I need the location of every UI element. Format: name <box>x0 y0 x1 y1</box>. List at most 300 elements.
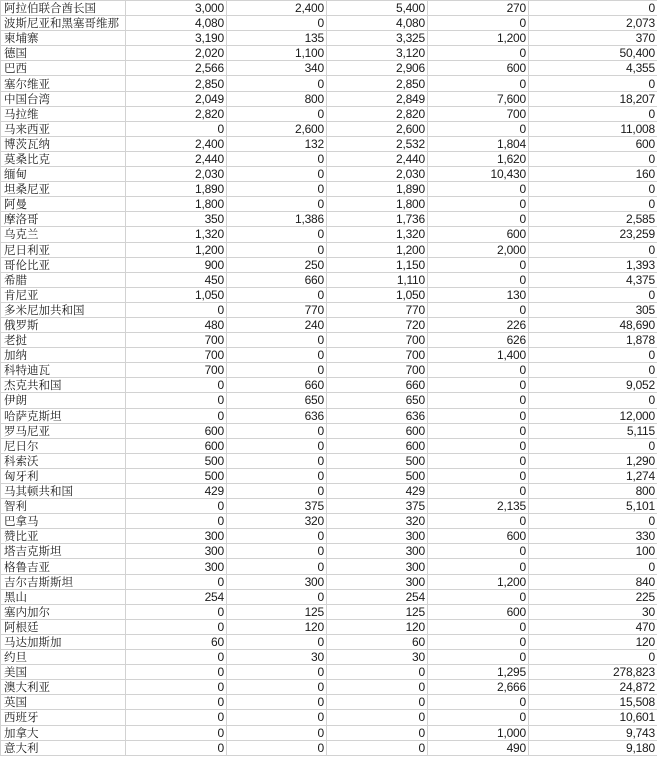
country-cell: 缅甸 <box>1 167 126 182</box>
value-cell: 600 <box>428 227 529 242</box>
value-cell: 2,566 <box>126 61 227 76</box>
country-cell: 黑山 <box>1 589 126 604</box>
value-cell: 12,000 <box>529 408 657 423</box>
country-cell: 肯尼亚 <box>1 287 126 302</box>
table-row <box>1 197 657 212</box>
table-row <box>1 529 657 544</box>
country-cell: 马达加斯加 <box>1 634 126 649</box>
value-cell: 0 <box>327 680 428 695</box>
country-cell: 多米尼加共和国 <box>1 302 126 317</box>
value-cell: 10,601 <box>529 710 657 725</box>
value-cell: 0 <box>428 393 529 408</box>
value-cell: 2,666 <box>428 680 529 695</box>
country-cell: 加拿大 <box>1 725 126 740</box>
value-cell: 900 <box>126 257 227 272</box>
value-cell: 1,150 <box>327 257 428 272</box>
country-cell: 塞内加尔 <box>1 604 126 619</box>
value-cell: 0 <box>327 740 428 755</box>
value-cell: 0 <box>227 695 327 710</box>
value-cell: 1,200 <box>428 574 529 589</box>
table-row <box>1 619 657 634</box>
value-cell: 1,386 <box>227 212 327 227</box>
value-cell: 125 <box>227 604 327 619</box>
table-row <box>1 136 657 151</box>
value-cell: 1,393 <box>529 257 657 272</box>
value-cell: 0 <box>227 182 327 197</box>
table-row <box>1 589 657 604</box>
value-cell: 300 <box>227 574 327 589</box>
country-cell: 阿曼 <box>1 197 126 212</box>
value-cell: 1,736 <box>327 212 428 227</box>
value-cell: 0 <box>428 438 529 453</box>
value-cell: 0 <box>428 484 529 499</box>
value-cell: 660 <box>227 272 327 287</box>
value-cell: 770 <box>227 302 327 317</box>
table-row <box>1 408 657 423</box>
table-row <box>1 348 657 363</box>
value-cell: 130 <box>428 287 529 302</box>
country-cell: 巴拿马 <box>1 514 126 529</box>
value-cell: 0 <box>126 121 227 136</box>
table-row <box>1 574 657 589</box>
value-cell: 375 <box>227 499 327 514</box>
value-cell: 226 <box>428 317 529 332</box>
value-cell: 0 <box>529 559 657 574</box>
table-row <box>1 151 657 166</box>
value-cell: 0 <box>227 287 327 302</box>
value-cell: 132 <box>227 136 327 151</box>
value-cell: 0 <box>428 272 529 287</box>
value-cell: 500 <box>126 468 227 483</box>
value-cell: 0 <box>227 710 327 725</box>
value-cell: 0 <box>126 680 227 695</box>
table-row <box>1 544 657 559</box>
table-row <box>1 559 657 574</box>
value-cell: 3,325 <box>327 31 428 46</box>
country-cell: 科索沃 <box>1 453 126 468</box>
table-row <box>1 242 657 257</box>
value-cell: 24,872 <box>529 680 657 695</box>
value-cell: 135 <box>227 31 327 46</box>
value-cell: 0 <box>428 695 529 710</box>
value-cell: 2,820 <box>327 106 428 121</box>
value-cell: 0 <box>428 408 529 423</box>
value-cell: 0 <box>428 650 529 665</box>
value-cell: 18,207 <box>529 91 657 106</box>
value-cell: 320 <box>227 514 327 529</box>
value-cell: 0 <box>428 544 529 559</box>
value-cell: 1,320 <box>126 227 227 242</box>
country-cell: 博茨瓦纳 <box>1 136 126 151</box>
value-cell: 300 <box>126 529 227 544</box>
table-row <box>1 453 657 468</box>
value-cell: 5,101 <box>529 499 657 514</box>
value-cell: 375 <box>327 499 428 514</box>
value-cell: 1,620 <box>428 151 529 166</box>
value-cell: 0 <box>428 257 529 272</box>
value-cell: 7,600 <box>428 91 529 106</box>
value-cell: 700 <box>126 333 227 348</box>
value-cell: 0 <box>227 76 327 91</box>
value-cell: 429 <box>126 484 227 499</box>
value-cell: 4,080 <box>327 16 428 31</box>
value-cell: 0 <box>227 242 327 257</box>
value-cell: 600 <box>327 423 428 438</box>
value-cell: 2,030 <box>126 167 227 182</box>
country-cell: 美国 <box>1 665 126 680</box>
country-cell: 柬埔寨 <box>1 31 126 46</box>
value-cell: 1,878 <box>529 333 657 348</box>
value-cell: 2,820 <box>126 106 227 121</box>
value-cell: 0 <box>227 665 327 680</box>
value-cell: 1,800 <box>327 197 428 212</box>
table-row <box>1 604 657 619</box>
value-cell: 700 <box>126 363 227 378</box>
value-cell: 0 <box>227 16 327 31</box>
value-cell: 125 <box>327 604 428 619</box>
value-cell: 0 <box>227 363 327 378</box>
country-cell: 约旦 <box>1 650 126 665</box>
country-cell: 伊朗 <box>1 393 126 408</box>
value-cell: 0 <box>428 121 529 136</box>
country-cell: 老挝 <box>1 333 126 348</box>
country-cell: 波斯尼亚和黑塞哥维那 <box>1 16 126 31</box>
table-row <box>1 695 657 710</box>
value-cell: 60 <box>126 634 227 649</box>
value-cell: 1,050 <box>126 287 227 302</box>
value-cell: 2,000 <box>428 242 529 257</box>
value-cell: 60 <box>327 634 428 649</box>
country-cell: 哈萨克斯坦 <box>1 408 126 423</box>
table-row <box>1 257 657 272</box>
value-cell: 0 <box>126 695 227 710</box>
table-row <box>1 302 657 317</box>
value-cell: 23,259 <box>529 227 657 242</box>
value-cell: 0 <box>428 634 529 649</box>
value-cell: 0 <box>227 227 327 242</box>
value-cell: 600 <box>428 61 529 76</box>
country-cell: 英国 <box>1 695 126 710</box>
table-row <box>1 76 657 91</box>
table-row <box>1 634 657 649</box>
country-cell: 中国台湾 <box>1 91 126 106</box>
value-cell: 300 <box>327 574 428 589</box>
value-cell: 1,000 <box>428 725 529 740</box>
value-cell: 0 <box>126 499 227 514</box>
value-cell: 600 <box>126 423 227 438</box>
country-cell: 尼日尔 <box>1 438 126 453</box>
value-cell: 320 <box>327 514 428 529</box>
value-cell: 0 <box>529 650 657 665</box>
country-cell: 赞比亚 <box>1 529 126 544</box>
table-row <box>1 710 657 725</box>
value-cell: 3,120 <box>327 46 428 61</box>
table-row <box>1 468 657 483</box>
value-cell: 0 <box>227 333 327 348</box>
value-cell: 1,890 <box>126 182 227 197</box>
country-cell: 阿拉伯联合酋长国 <box>1 1 126 16</box>
country-cell: 意大利 <box>1 740 126 755</box>
value-cell: 0 <box>428 423 529 438</box>
value-cell: 600 <box>428 604 529 619</box>
country-cell: 加纳 <box>1 348 126 363</box>
value-cell: 0 <box>227 468 327 483</box>
value-cell: 800 <box>529 484 657 499</box>
country-cell: 坦桑尼亚 <box>1 182 126 197</box>
value-cell: 0 <box>529 106 657 121</box>
country-cell: 马来西亚 <box>1 121 126 136</box>
value-cell: 1,890 <box>327 182 428 197</box>
value-cell: 340 <box>227 61 327 76</box>
value-cell: 0 <box>529 197 657 212</box>
value-cell: 0 <box>126 378 227 393</box>
value-cell: 0 <box>327 725 428 740</box>
value-cell: 11,008 <box>529 121 657 136</box>
country-cell: 科特迪瓦 <box>1 363 126 378</box>
value-cell: 650 <box>327 393 428 408</box>
country-cell: 阿根廷 <box>1 619 126 634</box>
value-cell: 0 <box>529 287 657 302</box>
value-cell: 0 <box>428 16 529 31</box>
value-cell: 500 <box>327 468 428 483</box>
value-cell: 0 <box>227 559 327 574</box>
value-cell: 120 <box>227 619 327 634</box>
value-cell: 0 <box>126 650 227 665</box>
value-cell: 0 <box>529 242 657 257</box>
country-cell: 罗马尼亚 <box>1 423 126 438</box>
value-cell: 0 <box>126 302 227 317</box>
value-cell: 0 <box>126 725 227 740</box>
country-cell: 乌克兰 <box>1 227 126 242</box>
value-cell: 2,585 <box>529 212 657 227</box>
value-cell: 0 <box>126 665 227 680</box>
table-body <box>1 1 657 756</box>
value-cell: 0 <box>428 514 529 529</box>
value-cell: 1,804 <box>428 136 529 151</box>
value-cell: 0 <box>428 302 529 317</box>
value-cell: 300 <box>126 559 227 574</box>
value-cell: 2,030 <box>327 167 428 182</box>
value-cell: 2,073 <box>529 16 657 31</box>
value-cell: 2,532 <box>327 136 428 151</box>
value-cell: 700 <box>327 333 428 348</box>
value-cell: 0 <box>428 559 529 574</box>
value-cell: 254 <box>327 589 428 604</box>
value-cell: 2,049 <box>126 91 227 106</box>
value-cell: 2,440 <box>327 151 428 166</box>
value-cell: 490 <box>428 740 529 755</box>
value-cell: 800 <box>227 91 327 106</box>
value-cell: 330 <box>529 529 657 544</box>
country-cell: 莫桑比克 <box>1 151 126 166</box>
value-cell: 0 <box>126 740 227 755</box>
table-row <box>1 1 657 16</box>
value-cell: 5,115 <box>529 423 657 438</box>
table-row <box>1 31 657 46</box>
value-cell: 480 <box>126 317 227 332</box>
value-cell: 120 <box>529 634 657 649</box>
value-cell: 770 <box>327 302 428 317</box>
value-cell: 0 <box>227 589 327 604</box>
table-row <box>1 363 657 378</box>
value-cell: 10,430 <box>428 167 529 182</box>
country-cell: 匈牙利 <box>1 468 126 483</box>
value-cell: 50,400 <box>529 46 657 61</box>
country-cell: 塔吉克斯坦 <box>1 544 126 559</box>
value-cell: 700 <box>327 348 428 363</box>
value-cell: 300 <box>327 559 428 574</box>
value-cell: 0 <box>126 574 227 589</box>
table-row <box>1 91 657 106</box>
value-cell: 700 <box>327 363 428 378</box>
value-cell: 0 <box>126 710 227 725</box>
table-row <box>1 650 657 665</box>
table-row <box>1 333 657 348</box>
value-cell: 600 <box>428 529 529 544</box>
value-cell: 636 <box>227 408 327 423</box>
value-cell: 2,850 <box>126 76 227 91</box>
value-cell: 2,849 <box>327 91 428 106</box>
table-row <box>1 378 657 393</box>
value-cell: 350 <box>126 212 227 227</box>
value-cell: 1,200 <box>428 31 529 46</box>
country-cell: 西班牙 <box>1 710 126 725</box>
value-cell: 0 <box>529 393 657 408</box>
value-cell: 370 <box>529 31 657 46</box>
value-cell: 0 <box>428 378 529 393</box>
value-cell: 0 <box>227 634 327 649</box>
table-row <box>1 287 657 302</box>
value-cell: 720 <box>327 317 428 332</box>
value-cell: 1,290 <box>529 453 657 468</box>
value-cell: 4,080 <box>126 16 227 31</box>
value-cell: 500 <box>327 453 428 468</box>
value-cell: 15,508 <box>529 695 657 710</box>
value-cell: 0 <box>227 348 327 363</box>
value-cell: 0 <box>227 197 327 212</box>
value-cell: 0 <box>529 151 657 166</box>
value-cell: 0 <box>227 151 327 166</box>
value-cell: 300 <box>126 544 227 559</box>
value-cell: 1,320 <box>327 227 428 242</box>
value-cell: 1,050 <box>327 287 428 302</box>
table-row <box>1 740 657 755</box>
value-cell: 0 <box>227 544 327 559</box>
value-cell: 3,190 <box>126 31 227 46</box>
value-cell: 2,135 <box>428 499 529 514</box>
country-cell: 格鲁吉亚 <box>1 559 126 574</box>
country-cell: 希腊 <box>1 272 126 287</box>
value-cell: 270 <box>428 1 529 16</box>
value-cell: 2,440 <box>126 151 227 166</box>
country-cell: 马拉维 <box>1 106 126 121</box>
value-cell: 225 <box>529 589 657 604</box>
table-row <box>1 106 657 121</box>
table-row <box>1 182 657 197</box>
value-cell: 0 <box>126 393 227 408</box>
value-cell: 0 <box>227 740 327 755</box>
value-cell: 0 <box>529 514 657 529</box>
value-cell: 600 <box>126 438 227 453</box>
value-cell: 0 <box>428 46 529 61</box>
value-cell: 0 <box>227 438 327 453</box>
table-row <box>1 61 657 76</box>
value-cell: 0 <box>227 680 327 695</box>
value-cell: 470 <box>529 619 657 634</box>
value-cell: 0 <box>529 438 657 453</box>
value-cell: 429 <box>327 484 428 499</box>
value-cell: 0 <box>227 453 327 468</box>
country-cell: 德国 <box>1 46 126 61</box>
value-cell: 48,690 <box>529 317 657 332</box>
table-row <box>1 212 657 227</box>
table-row <box>1 167 657 182</box>
value-cell: 0 <box>428 197 529 212</box>
value-cell: 0 <box>529 348 657 363</box>
value-cell: 2,400 <box>227 1 327 16</box>
value-cell: 1,200 <box>126 242 227 257</box>
value-cell: 300 <box>327 544 428 559</box>
table-row <box>1 423 657 438</box>
value-cell: 4,375 <box>529 272 657 287</box>
table-row <box>1 514 657 529</box>
value-cell: 0 <box>227 106 327 121</box>
value-cell: 626 <box>428 333 529 348</box>
value-cell: 2,906 <box>327 61 428 76</box>
country-cell: 马其顿共和国 <box>1 484 126 499</box>
value-cell: 0 <box>227 423 327 438</box>
value-cell: 2,020 <box>126 46 227 61</box>
value-cell: 0 <box>227 484 327 499</box>
value-cell: 0 <box>327 665 428 680</box>
value-cell: 9,052 <box>529 378 657 393</box>
value-cell: 5,400 <box>327 1 428 16</box>
value-cell: 0 <box>529 76 657 91</box>
value-cell: 0 <box>126 619 227 634</box>
country-cell: 俄罗斯 <box>1 317 126 332</box>
value-cell: 0 <box>428 710 529 725</box>
value-cell: 1,100 <box>227 46 327 61</box>
table-row <box>1 725 657 740</box>
value-cell: 600 <box>327 438 428 453</box>
value-cell: 0 <box>227 529 327 544</box>
value-cell: 278,823 <box>529 665 657 680</box>
value-cell: 1,200 <box>327 242 428 257</box>
value-cell: 1,295 <box>428 665 529 680</box>
value-cell: 120 <box>327 619 428 634</box>
value-cell: 0 <box>327 695 428 710</box>
value-cell: 0 <box>126 514 227 529</box>
table-row <box>1 227 657 242</box>
value-cell: 660 <box>327 378 428 393</box>
value-cell: 0 <box>227 725 327 740</box>
value-cell: 3,000 <box>126 1 227 16</box>
country-cell: 尼日利亚 <box>1 242 126 257</box>
table-row <box>1 680 657 695</box>
value-cell: 2,850 <box>327 76 428 91</box>
value-cell: 0 <box>428 453 529 468</box>
value-cell: 0 <box>428 589 529 604</box>
value-cell: 1,400 <box>428 348 529 363</box>
value-cell: 700 <box>126 348 227 363</box>
table-row <box>1 272 657 287</box>
country-cell: 巴西 <box>1 61 126 76</box>
value-cell: 0 <box>529 363 657 378</box>
value-cell: 300 <box>327 529 428 544</box>
value-cell: 840 <box>529 574 657 589</box>
table-row <box>1 499 657 514</box>
value-cell: 2,600 <box>227 121 327 136</box>
